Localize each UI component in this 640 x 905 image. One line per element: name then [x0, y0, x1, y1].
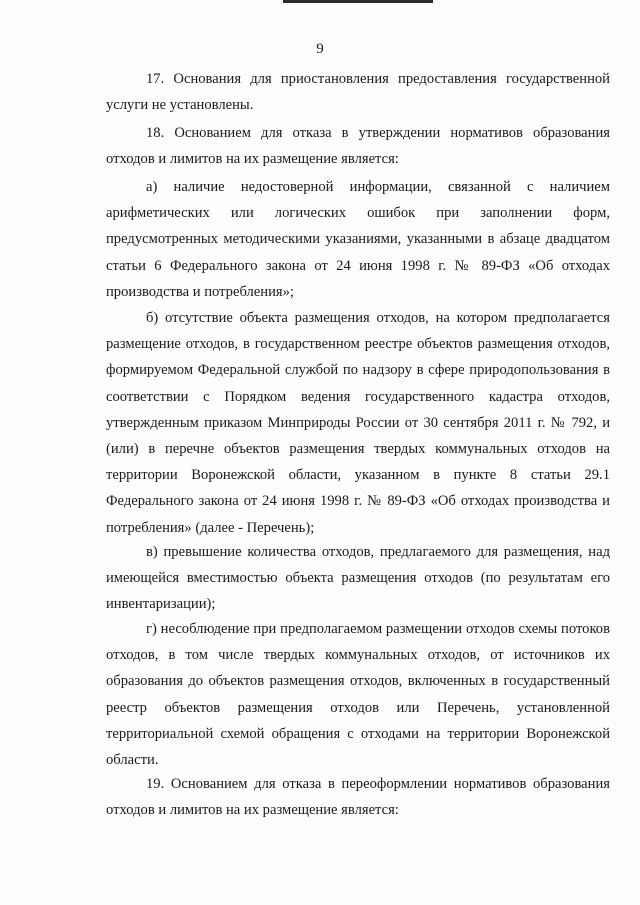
paragraph-17 [106, 66, 610, 118]
scan-edge-mark [283, 0, 433, 3]
paragraph-17-text: 17. Основания для приостановления предоставления государственной услуги не установлены. [106, 71, 610, 114]
subparagraph-b-text: б) отсутствие объекта размещения отходов, на котором предполагается размещение отходов, в государственном реестре объектов размещения отходов, формируемом Федеральной службой по надзору в сфере природопользования в соответствии с Порядком ведения государственного кадастра отходов, утвержденным приказом Минприроды России от 30 сентября 2011 г. № 792, и (или) в перечне объектов размещения твердых коммунальных отходов на территории Воронежской области, указанном в пункте 8 статьи 29.1 Федерального закона от 24 июня 1998 г. № 89-ФЗ «Об отходах производства и потребления» (далее - Перечень); [106, 310, 610, 536]
paragraph-19-text: 19. Основанием для отказа в переоформлении нормативов образования отходов и лимитов на их размещение является: [106, 776, 610, 819]
subparagraph-v [106, 539, 610, 618]
page-number: 9 [316, 41, 324, 57]
subparagraph-v-text: в) превышение количества отходов, предлагаемого для размещения, над имеющейся вместимостью объекта размещения отходов (по результатам его инвентаризации); [106, 544, 610, 613]
paragraph-19 [106, 771, 610, 823]
subparagraph-b [106, 305, 610, 541]
subparagraph-a [106, 174, 610, 305]
subparagraph-g [106, 616, 610, 773]
subparagraph-a-text: а) наличие недостоверной информации, связанной с наличием арифметических или логических ошибок при заполнении форм, предусмотренных методическими указаниями, указанными в абзаце двадцатом статьи 6 Федерального закона от 24 июня 1998 г. № 89-ФЗ «Об отходах производства и потребления»; [106, 179, 610, 300]
subparagraph-g-text: г) несоблюдение при предполагаемом размещении отходов схемы потоков отходов, в том числе твердых коммунальных отходов, от источников их образования до объектов размещения отходов, включенных в государственный реестр объектов размещения отходов или Перечень, установленной территориальной схемой обращения с отходами на территории Воронежской области. [106, 621, 610, 769]
paragraph-18 [106, 120, 610, 172]
paragraph-18-text: 18. Основанием для отказа в утверждении нормативов образования отходов и лимитов на их размещение является: [106, 125, 610, 168]
